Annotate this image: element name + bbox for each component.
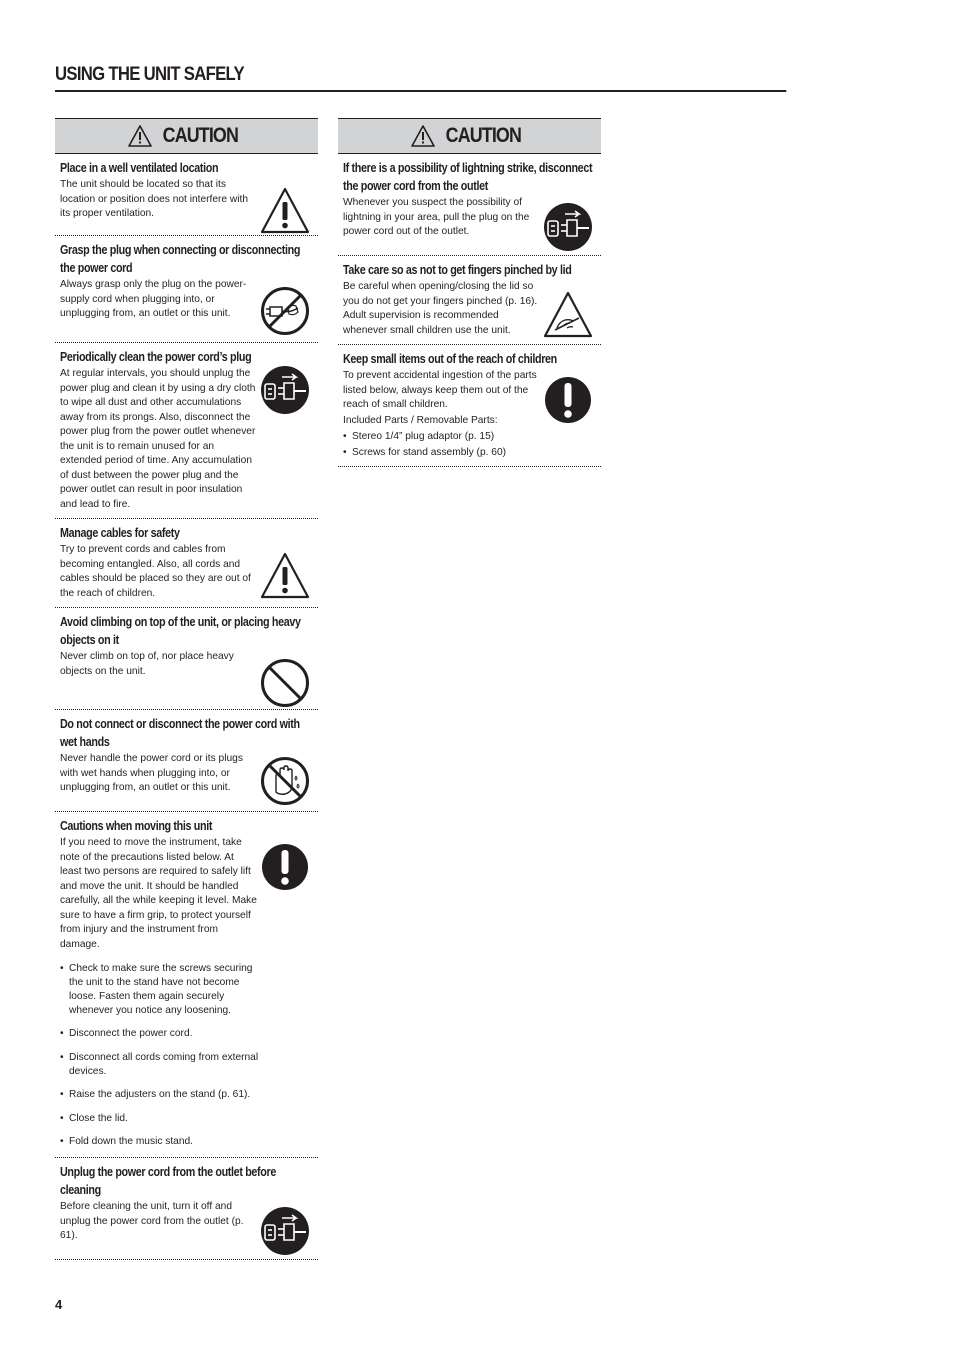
item-body: Whenever you suspect the possibility of lightning in your area, pull the plug on the power cord out of the outlet. xyxy=(343,197,530,237)
bullet-list xyxy=(60,962,313,1150)
item-body: At regular intervals, you should unplug the power plug and clean it by using a dry cloth to wipe all dust and other accumulations away from its prongs. Also, disconnect the power plug from the power outlet whenever the unit is to remain unused for an extended period of time. Any accumulation of dust between the power plug and the power outlet can result in poor insulation and lead to fire. xyxy=(60,368,256,510)
list-item: • Check to make sure the screws securing the unit to the stand have not become loose. Fasten them again securely whenever you notice any loosening. xyxy=(60,962,267,1018)
item-title: Place in a well ventilated location xyxy=(60,161,219,175)
mandatory-icon xyxy=(260,842,310,892)
list-item: • Disconnect all cords coming from external devices. xyxy=(60,1051,267,1079)
item-title: If there is a possibility of lightning strike, disconnect the power cord from the outlet xyxy=(343,161,593,193)
caution-column-right xyxy=(338,118,601,467)
caution-item xyxy=(55,1158,318,1260)
caution-column-left xyxy=(55,118,318,1260)
warning-triangle-icon xyxy=(260,551,310,601)
caution-item xyxy=(55,236,318,343)
list-item: • Fold down the music stand. xyxy=(60,1135,267,1149)
prohibited-icon xyxy=(260,658,310,708)
item-title: Do not connect or disconnect the power cord with wet hands xyxy=(60,717,300,749)
item-title: Cautions when moving this unit xyxy=(60,819,213,833)
no-pulling-cord-icon xyxy=(260,286,310,336)
caution-item xyxy=(55,519,318,608)
item-body: Never handle the power cord or its plugs with wet hands when plugging into, or unplugging from, an outlet or this unit. xyxy=(60,753,243,793)
item-body: Always grasp only the plug on the power-supply cord when plugging into, or unplugging from, an outlet or this unit. xyxy=(60,279,247,319)
list-item: • Close the lid. xyxy=(60,1112,267,1126)
no-wet-hands-icon xyxy=(260,756,310,806)
bullet-list xyxy=(343,430,596,460)
item-body: The unit should be located so that its location or position does not interfere with its proper ventilation. xyxy=(60,179,249,219)
caution-item xyxy=(55,710,318,812)
item-body: Try to prevent cords and cables from becoming entangled. Also, all cords and cables should be placed so they are out of the reach of children. xyxy=(60,544,251,599)
item-body: Be careful when opening/closing the lid so you do not get your fingers pinched (p. 16). Adult supervision is recommended whenever small children use the unit. xyxy=(343,281,538,336)
mandatory-icon xyxy=(543,375,593,425)
warning-triangle-icon xyxy=(260,186,310,236)
unplug-icon xyxy=(260,1206,310,1256)
caution-item xyxy=(55,154,318,236)
sub-label: Included Parts / Removable Parts: xyxy=(343,414,498,426)
caution-item xyxy=(55,343,318,519)
list-item: • Stereo 1/4” plug adaptor (p. 15) xyxy=(343,430,592,444)
item-title: Avoid climbing on top of the unit, or placing heavy objects on it xyxy=(60,615,301,647)
caution-header xyxy=(55,118,318,154)
item-body: If you need to move the instrument, take note of the precautions listed below. At least two persons are required to safely lift and move the unit. It should be handled carefully, all the while keeping it level. Make sure to have a firm grip, to protect yourself from injury and the instrument from damage. xyxy=(60,837,257,950)
caution-triangle-icon xyxy=(411,125,435,147)
item-body: Never climb on top of, nor place heavy objects on the unit. xyxy=(60,651,234,677)
list-item: • Screws for stand assembly (p. 60) xyxy=(343,446,592,460)
item-title: Periodically clean the power cord’s plug xyxy=(60,350,252,364)
item-title: Keep small items out of the reach of children xyxy=(343,352,557,366)
item-title: Grasp the plug when connecting or disconnecting the power cord xyxy=(60,243,301,275)
caution-label: CAUTION xyxy=(445,124,522,147)
unplug-icon xyxy=(543,202,593,252)
caution-item xyxy=(338,154,601,256)
caution-header xyxy=(338,118,601,154)
item-title: Manage cables for safety xyxy=(60,526,180,540)
caution-item xyxy=(55,812,318,1158)
caution-item xyxy=(338,345,601,467)
caution-item xyxy=(338,256,601,345)
unplug-icon xyxy=(260,365,310,415)
page-title: USING THE UNIT SAFELY xyxy=(55,64,786,92)
item-title: Unplug the power cord from the outlet before cleaning xyxy=(60,1165,276,1197)
caution-triangle-icon xyxy=(128,125,152,147)
caution-item xyxy=(55,608,318,710)
item-body: To prevent accidental ingestion of the parts listed below, always keep them out of the reach of small children. xyxy=(343,370,537,410)
item-body: Before cleaning the unit, turn it off and unplug the power cord from the outlet (p. 61). xyxy=(60,1201,244,1241)
pinch-warning-icon xyxy=(543,290,593,340)
page-number: 4 xyxy=(55,1297,63,1312)
item-title: Take care so as not to get fingers pinched by lid xyxy=(343,263,572,277)
caution-label: CAUTION xyxy=(162,124,239,147)
list-item: • Raise the adjusters on the stand (p. 61). xyxy=(60,1088,267,1102)
list-item: • Disconnect the power cord. xyxy=(60,1027,267,1041)
